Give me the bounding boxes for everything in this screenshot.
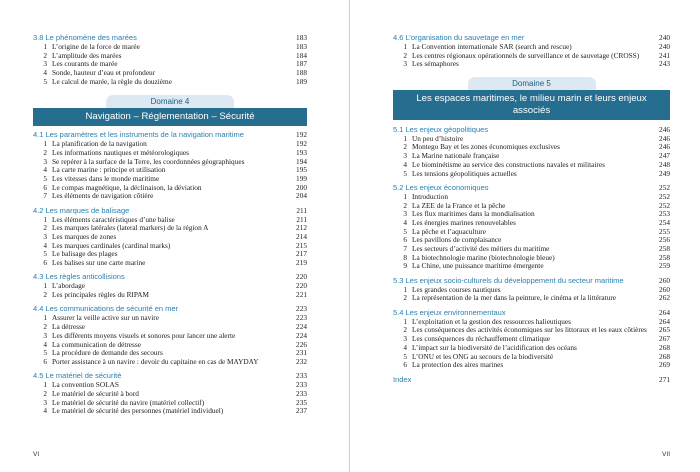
domain-label-tab: Domaine 4: [106, 95, 234, 108]
entry-title: Le biominétisme au service des constructions navales et militaires: [412, 160, 605, 169]
section-title: 5.3 Les enjeux socio-culturels du développement du secteur maritime: [393, 275, 624, 285]
section-title: 4.5 Le matériel de sécurité: [33, 371, 122, 381]
toc-entry[interactable]: [33, 390, 307, 399]
entry-number: 2: [403, 50, 407, 60]
entry-page-number: 267: [659, 334, 670, 344]
toc-section-heading[interactable]: [33, 304, 307, 314]
entry-page-number: 194: [296, 156, 307, 166]
toc-entry[interactable]: [33, 242, 307, 251]
entry-number: 6: [403, 235, 407, 245]
entry-page-number: 192: [296, 139, 307, 149]
entry-page-number: 268: [659, 351, 670, 361]
section-title: 4.3 Les règles anticollisions: [33, 272, 125, 282]
toc-section: [393, 183, 670, 271]
toc-entry[interactable]: [33, 381, 307, 390]
toc-section-heading[interactable]: [33, 130, 307, 140]
entry-page-number: 246: [659, 133, 670, 143]
entry-page-number: 252: [659, 191, 670, 201]
section-page-number: 264: [659, 307, 670, 317]
entry-title: Les éléments de navigation côtière: [52, 192, 154, 201]
entry-page-number: 269: [659, 360, 670, 370]
entry-title: La pêche et l’aquaculture: [412, 227, 486, 236]
entry-title: L’amplitude des marées: [52, 51, 122, 60]
toc-entry[interactable]: [393, 161, 670, 170]
entry-title: Les courants de marée: [52, 60, 118, 69]
toc-entry[interactable]: [393, 286, 670, 295]
domain-title-banner: Les espaces maritimes, le milieu marin et leurs enjeux associés: [393, 90, 670, 120]
entry-title: Le matériel de sécurité du navire (matériel collectif): [52, 398, 205, 407]
entry-title: Les différents moyens visuels et sonores pour lancer une alerte: [52, 331, 236, 340]
entry-page-number: 188: [296, 68, 307, 78]
entry-page-number: 199: [296, 173, 307, 183]
domain-header: [393, 77, 670, 120]
toc-entry[interactable]: [393, 210, 670, 219]
entry-number: 5: [43, 348, 47, 358]
toc-entry[interactable]: [393, 344, 670, 353]
entry-title: Le matériel de sécurité des personnes (matériel individuel): [52, 407, 224, 416]
toc-entry[interactable]: [393, 254, 670, 263]
entry-page-number: 253: [659, 209, 670, 219]
entry-title: Les secteurs d’activité des métiers du maritime: [412, 245, 550, 254]
entry-page-number: 237: [296, 406, 307, 416]
entry-number: 1: [43, 380, 47, 390]
toc-entry[interactable]: [33, 314, 307, 323]
entry-title: Les marques latérales (lateral markers) de la région A: [52, 224, 209, 233]
toc-entry[interactable]: [33, 291, 307, 300]
entry-number: 6: [43, 182, 47, 192]
entry-page-number: 226: [296, 339, 307, 349]
toc-entry[interactable]: [33, 43, 307, 52]
entry-number: 5: [403, 226, 407, 236]
entry-number: 1: [43, 313, 47, 323]
entry-number: 4: [43, 68, 47, 78]
entry-number: 4: [43, 165, 47, 175]
toc-section: [393, 125, 670, 179]
entry-page-number: 221: [296, 290, 307, 300]
toc-entry[interactable]: [393, 228, 670, 237]
entry-number: 2: [403, 200, 407, 210]
entry-page-number: 246: [659, 142, 670, 152]
entry-title: Se repérer à la surface de la Terre, les coordonnées géographiques: [52, 157, 245, 166]
toc-entry[interactable]: [393, 60, 670, 69]
entry-title: La convention SOLAS: [52, 381, 119, 390]
entry-title: L’abordage: [52, 282, 85, 291]
toc-entry[interactable]: [393, 318, 670, 327]
entry-page-number: 240: [659, 42, 670, 51]
entry-number: 6: [43, 356, 47, 366]
toc-section: [33, 272, 307, 299]
toc-entry[interactable]: [393, 262, 670, 271]
toc-entry[interactable]: [33, 149, 307, 158]
entry-number: 2: [43, 388, 47, 398]
toc-entry[interactable]: [393, 170, 670, 179]
section-page-number: 192: [296, 130, 307, 140]
entry-page-number: 254: [659, 217, 670, 227]
entry-title: Les pavillons de complaisance: [412, 236, 502, 245]
entry-page-number: 195: [296, 165, 307, 175]
section-title: 4.1 Les paramètres et les instruments de la navigation maritime: [33, 130, 244, 140]
entry-title: Le compas magnétique, la déclinaison, la déviation: [52, 183, 202, 192]
toc-entry[interactable]: [33, 233, 307, 242]
entry-page-number: 200: [296, 182, 307, 192]
entry-number: 4: [43, 240, 47, 250]
entry-number: 3: [43, 397, 47, 407]
toc-entry[interactable]: [33, 184, 307, 193]
entry-number: 1: [43, 214, 47, 224]
toc-entry[interactable]: [393, 152, 670, 161]
toc-section: [33, 304, 307, 366]
entry-page-number: 223: [296, 313, 307, 323]
toc-section-heading[interactable]: [393, 33, 670, 43]
entry-title: Les centres régionaux opérationnels de surveillance et de sauvetage (CROSS): [412, 51, 640, 60]
toc-entry[interactable]: [393, 294, 670, 303]
entry-title: Les informations nautiques et météorologiques: [52, 148, 189, 157]
toc-entry[interactable]: [33, 399, 307, 408]
toc-column-left: [33, 33, 307, 416]
toc-section-heading[interactable]: [33, 371, 307, 381]
entry-page-number: 258: [659, 252, 670, 262]
entry-title: L’exploitation et la gestion des ressources halieutiques: [412, 317, 572, 326]
entry-page-number: 248: [659, 159, 670, 169]
toc-entry[interactable]: [33, 52, 307, 61]
entry-page-number: 232: [296, 356, 307, 366]
toc-section: [33, 206, 307, 268]
entry-number: 4: [403, 159, 407, 169]
entry-title: Les grandes courses nautiques: [412, 285, 501, 294]
toc-entry[interactable]: [393, 245, 670, 254]
entry-title: Un peu d’histoire: [412, 134, 464, 143]
entry-number: 8: [403, 252, 407, 262]
section-title: 4.2 Les marques de balisage: [33, 205, 130, 215]
toc-section-heading[interactable]: [393, 125, 670, 135]
toc-entry[interactable]: [393, 43, 670, 52]
entry-title: Les éléments caractéristiques d’une balise: [52, 215, 175, 224]
entry-number: 7: [403, 244, 407, 254]
toc-entry[interactable]: [33, 349, 307, 358]
entry-title: L’ONU et les ONG au secours de la biodiversité: [412, 352, 554, 361]
entry-number: 3: [43, 156, 47, 166]
entry-page-number: 264: [659, 316, 670, 326]
toc-section-heading[interactable]: [33, 206, 307, 216]
entry-number: 1: [403, 284, 407, 294]
entry-number: 2: [43, 147, 47, 157]
entry-title: La protection des aires marines: [412, 361, 504, 370]
toc-entry[interactable]: [33, 323, 307, 332]
entry-page-number: 243: [659, 59, 670, 69]
toc-section: [393, 33, 670, 69]
entry-number: 4: [43, 339, 47, 349]
toc-entry[interactable]: [393, 143, 670, 152]
entry-number: 1: [43, 139, 47, 149]
entry-number: 5: [43, 173, 47, 183]
section-title: 3.8 Le phénomène des marées: [33, 33, 137, 42]
entry-number: 1: [403, 316, 407, 326]
entry-title: Les marques de zones: [52, 233, 117, 242]
entry-title: Les conséquences du réchauffement climatique: [412, 335, 551, 344]
entry-number: 4: [403, 342, 407, 352]
entry-number: 1: [43, 42, 47, 51]
entry-number: 6: [403, 360, 407, 370]
entry-page-number: 204: [296, 191, 307, 201]
entry-title: La communication de détresse: [52, 340, 141, 349]
entry-page-number: 249: [659, 168, 670, 178]
entry-number: 2: [43, 50, 47, 60]
entry-page-number: 262: [659, 293, 670, 303]
entry-page-number: 256: [659, 235, 670, 245]
entry-page-number: 224: [296, 330, 307, 340]
entry-number: 3: [403, 151, 407, 161]
entry-page-number: 241: [659, 50, 670, 60]
entry-number: 1: [43, 281, 47, 291]
entry-number: 2: [403, 293, 407, 303]
entry-page-number: 212: [296, 223, 307, 233]
toc-section: [393, 308, 670, 370]
section-page-number: 252: [659, 182, 670, 192]
entry-page-number: 233: [296, 380, 307, 390]
entry-page-number: 260: [659, 284, 670, 294]
toc-entry[interactable]: [393, 193, 670, 202]
entry-title: La carte marine : principe et utilisation: [52, 166, 166, 175]
section-title: 5.4 Les enjeux environnementaux: [393, 307, 506, 317]
entry-page-number: 189: [296, 76, 307, 86]
entry-title: Les principales règles du RIPAM: [52, 291, 150, 300]
entry-number: 1: [403, 191, 407, 201]
toc-section-heading[interactable]: [393, 183, 670, 193]
section-title: 5.2 Les enjeux économiques: [393, 182, 489, 192]
toc-entry[interactable]: [393, 52, 670, 61]
section-page-number: 271: [659, 374, 670, 384]
entry-page-number: 217: [296, 249, 307, 259]
toc-section-heading[interactable]: [393, 375, 670, 385]
toc-section: [393, 276, 670, 303]
entry-page-number: 220: [296, 281, 307, 291]
entry-title: La Chine, une puissance maritime émergente: [412, 262, 544, 271]
entry-page-number: 224: [296, 322, 307, 332]
toc-section-heading[interactable]: [393, 308, 670, 318]
domain-label-tab: Domaine 5: [468, 77, 596, 90]
entry-number: 2: [43, 290, 47, 300]
entry-title: La planification de la navigation: [52, 140, 147, 149]
entry-title: Assurer la veille active sur un navire: [52, 314, 159, 323]
entry-title: Les vitesses dans le monde maritime: [52, 174, 160, 183]
entry-page-number: 235: [296, 397, 307, 407]
entry-page-number: 258: [659, 244, 670, 254]
toc-entry[interactable]: [393, 353, 670, 362]
entry-page-number: 252: [659, 200, 670, 210]
entry-page-number: 215: [296, 240, 307, 250]
toc-column-right: [393, 33, 670, 385]
right-page: [350, 0, 700, 472]
toc-section: [33, 130, 307, 201]
section-title: Index: [393, 374, 412, 384]
toc-section-heading[interactable]: [393, 276, 670, 286]
entry-title: La représentation de la mer dans la peinture, le cinéma et la littérature: [412, 294, 617, 303]
entry-number: 6: [43, 258, 47, 268]
entry-page-number: 231: [296, 348, 307, 358]
entry-number: 2: [43, 223, 47, 233]
toc-entry[interactable]: [33, 69, 307, 78]
entry-number: 5: [43, 249, 47, 259]
entry-title: Introduction: [412, 192, 449, 201]
entry-number: 3: [43, 59, 47, 69]
entry-page-number: 187: [296, 59, 307, 69]
toc-entry[interactable]: [33, 332, 307, 341]
entry-title: Porter assistance à un navire : devoir du capitaine en cas de MAYDAY: [52, 357, 259, 366]
entry-page-number: 265: [659, 325, 670, 335]
entry-title: La Marine nationale française: [412, 152, 500, 161]
entry-title: Sonde, hauteur d’eau et profondeur: [52, 69, 156, 78]
entry-number: 4: [43, 406, 47, 416]
entry-number: 2: [403, 325, 407, 335]
entry-title: Montego Bay et les zones économiques exclusives: [412, 143, 560, 152]
section-title: 4.4 Les communications de sécurité en mer: [33, 304, 179, 314]
entry-number: 5: [403, 351, 407, 361]
section-page-number: 233: [296, 371, 307, 381]
entry-number: 7: [43, 191, 47, 201]
toc-entry[interactable]: [33, 158, 307, 167]
entry-title: Le calcul de marée, la règle du douzième: [52, 77, 172, 86]
toc-entry[interactable]: [33, 175, 307, 184]
entry-page-number: 233: [296, 388, 307, 398]
entry-number: 4: [403, 217, 407, 227]
entry-number: 3: [403, 59, 407, 69]
toc-entry[interactable]: [33, 250, 307, 259]
entry-title: Les tensions géopolitiques actuelles: [412, 169, 517, 178]
entry-number: 5: [43, 76, 47, 86]
section-page-number: 260: [659, 275, 670, 285]
entry-number: 3: [403, 334, 407, 344]
entry-page-number: 259: [659, 261, 670, 271]
toc-entry[interactable]: [33, 358, 307, 367]
entry-number: 2: [403, 142, 407, 152]
entry-title: Le balisage des plages: [52, 250, 118, 259]
entry-title: Les marques cardinales (cardinal marks): [52, 241, 171, 250]
entry-number: 9: [403, 261, 407, 271]
toc-section: [33, 371, 307, 416]
section-page-number: 246: [659, 124, 670, 134]
section-page-number: 240: [659, 33, 670, 42]
toc-entry[interactable]: [33, 259, 307, 268]
entry-title: Les flux maritimes dans la mondialisation: [412, 210, 535, 219]
toc-entry[interactable]: [393, 135, 670, 144]
entry-page-number: 247: [659, 151, 670, 161]
toc-entry[interactable]: [393, 236, 670, 245]
toc-entry[interactable]: [33, 216, 307, 225]
entry-title: La ZEE de la France et la pêche: [412, 201, 506, 210]
entry-title: Les conséquences des activités économiques sur les littoraux et les eaux côtières: [412, 326, 647, 335]
toc-entry[interactable]: [33, 166, 307, 175]
entry-number: 1: [403, 133, 407, 143]
toc-entry[interactable]: [33, 407, 307, 416]
section-title: 4.6 L’organisation du sauvetage en mer: [393, 33, 525, 42]
entry-page-number: 211: [296, 214, 307, 224]
section-page-number: 211: [296, 205, 307, 215]
entry-title: Les sémaphores: [412, 60, 459, 69]
toc-entry[interactable]: [33, 78, 307, 87]
entry-title: La détresse: [52, 323, 86, 332]
toc-section: [33, 33, 307, 87]
entry-page-number: 214: [296, 232, 307, 242]
entry-number: 2: [43, 322, 47, 332]
toc-entry[interactable]: [33, 341, 307, 350]
toc-entry[interactable]: [393, 202, 670, 211]
domain-header: [33, 95, 307, 126]
entry-number: 1: [403, 42, 407, 51]
page-folio-left: VI: [33, 451, 40, 458]
section-title: 5.1 Les enjeux géopolitiques: [393, 124, 489, 134]
entry-number: 3: [43, 232, 47, 242]
entry-title: Les balises sur une carte marine: [52, 259, 146, 268]
toc-section: [393, 375, 670, 385]
domain-title-banner: Navigation – Réglementation – Sécurité: [33, 108, 307, 126]
toc-entry[interactable]: [33, 60, 307, 69]
entry-page-number: 183: [296, 42, 307, 51]
toc-section-heading[interactable]: [33, 272, 307, 282]
toc-entry[interactable]: [33, 282, 307, 291]
entry-title: L’impact sur la biodiversité de l’acidification des océans: [412, 343, 577, 352]
entry-title: La procédure de demande des secours: [52, 349, 163, 358]
section-page-number: 183: [296, 33, 307, 42]
toc-entry[interactable]: [33, 192, 307, 201]
entry-title: Le matériel de sécurité à bord: [52, 389, 139, 398]
toc-entry[interactable]: [393, 326, 670, 335]
entry-title: Les énergies marines renouvelables: [412, 218, 516, 227]
entry-number: 5: [403, 168, 407, 178]
entry-title: La biotechnologie marine (biotechnologie bleue): [412, 253, 555, 262]
entry-title: La Convention internationale SAR (search and rescue): [412, 43, 572, 51]
entry-page-number: 268: [659, 342, 670, 352]
toc-section-heading[interactable]: [33, 33, 307, 43]
entry-number: 3: [403, 209, 407, 219]
toc-entry[interactable]: [393, 219, 670, 228]
entry-page-number: 193: [296, 147, 307, 157]
toc-entry[interactable]: [393, 361, 670, 370]
entry-page-number: 219: [296, 258, 307, 268]
entry-page-number: 255: [659, 226, 670, 236]
toc-entry[interactable]: [393, 335, 670, 344]
section-page-number: 223: [296, 304, 307, 314]
entry-page-number: 184: [296, 50, 307, 60]
entry-number: 3: [43, 330, 47, 340]
toc-entry[interactable]: [33, 140, 307, 149]
entry-title: L’origine de la force de marée: [52, 43, 140, 51]
toc-entry[interactable]: [33, 224, 307, 233]
section-page-number: 220: [296, 272, 307, 282]
page-folio-right: VII: [662, 451, 670, 458]
